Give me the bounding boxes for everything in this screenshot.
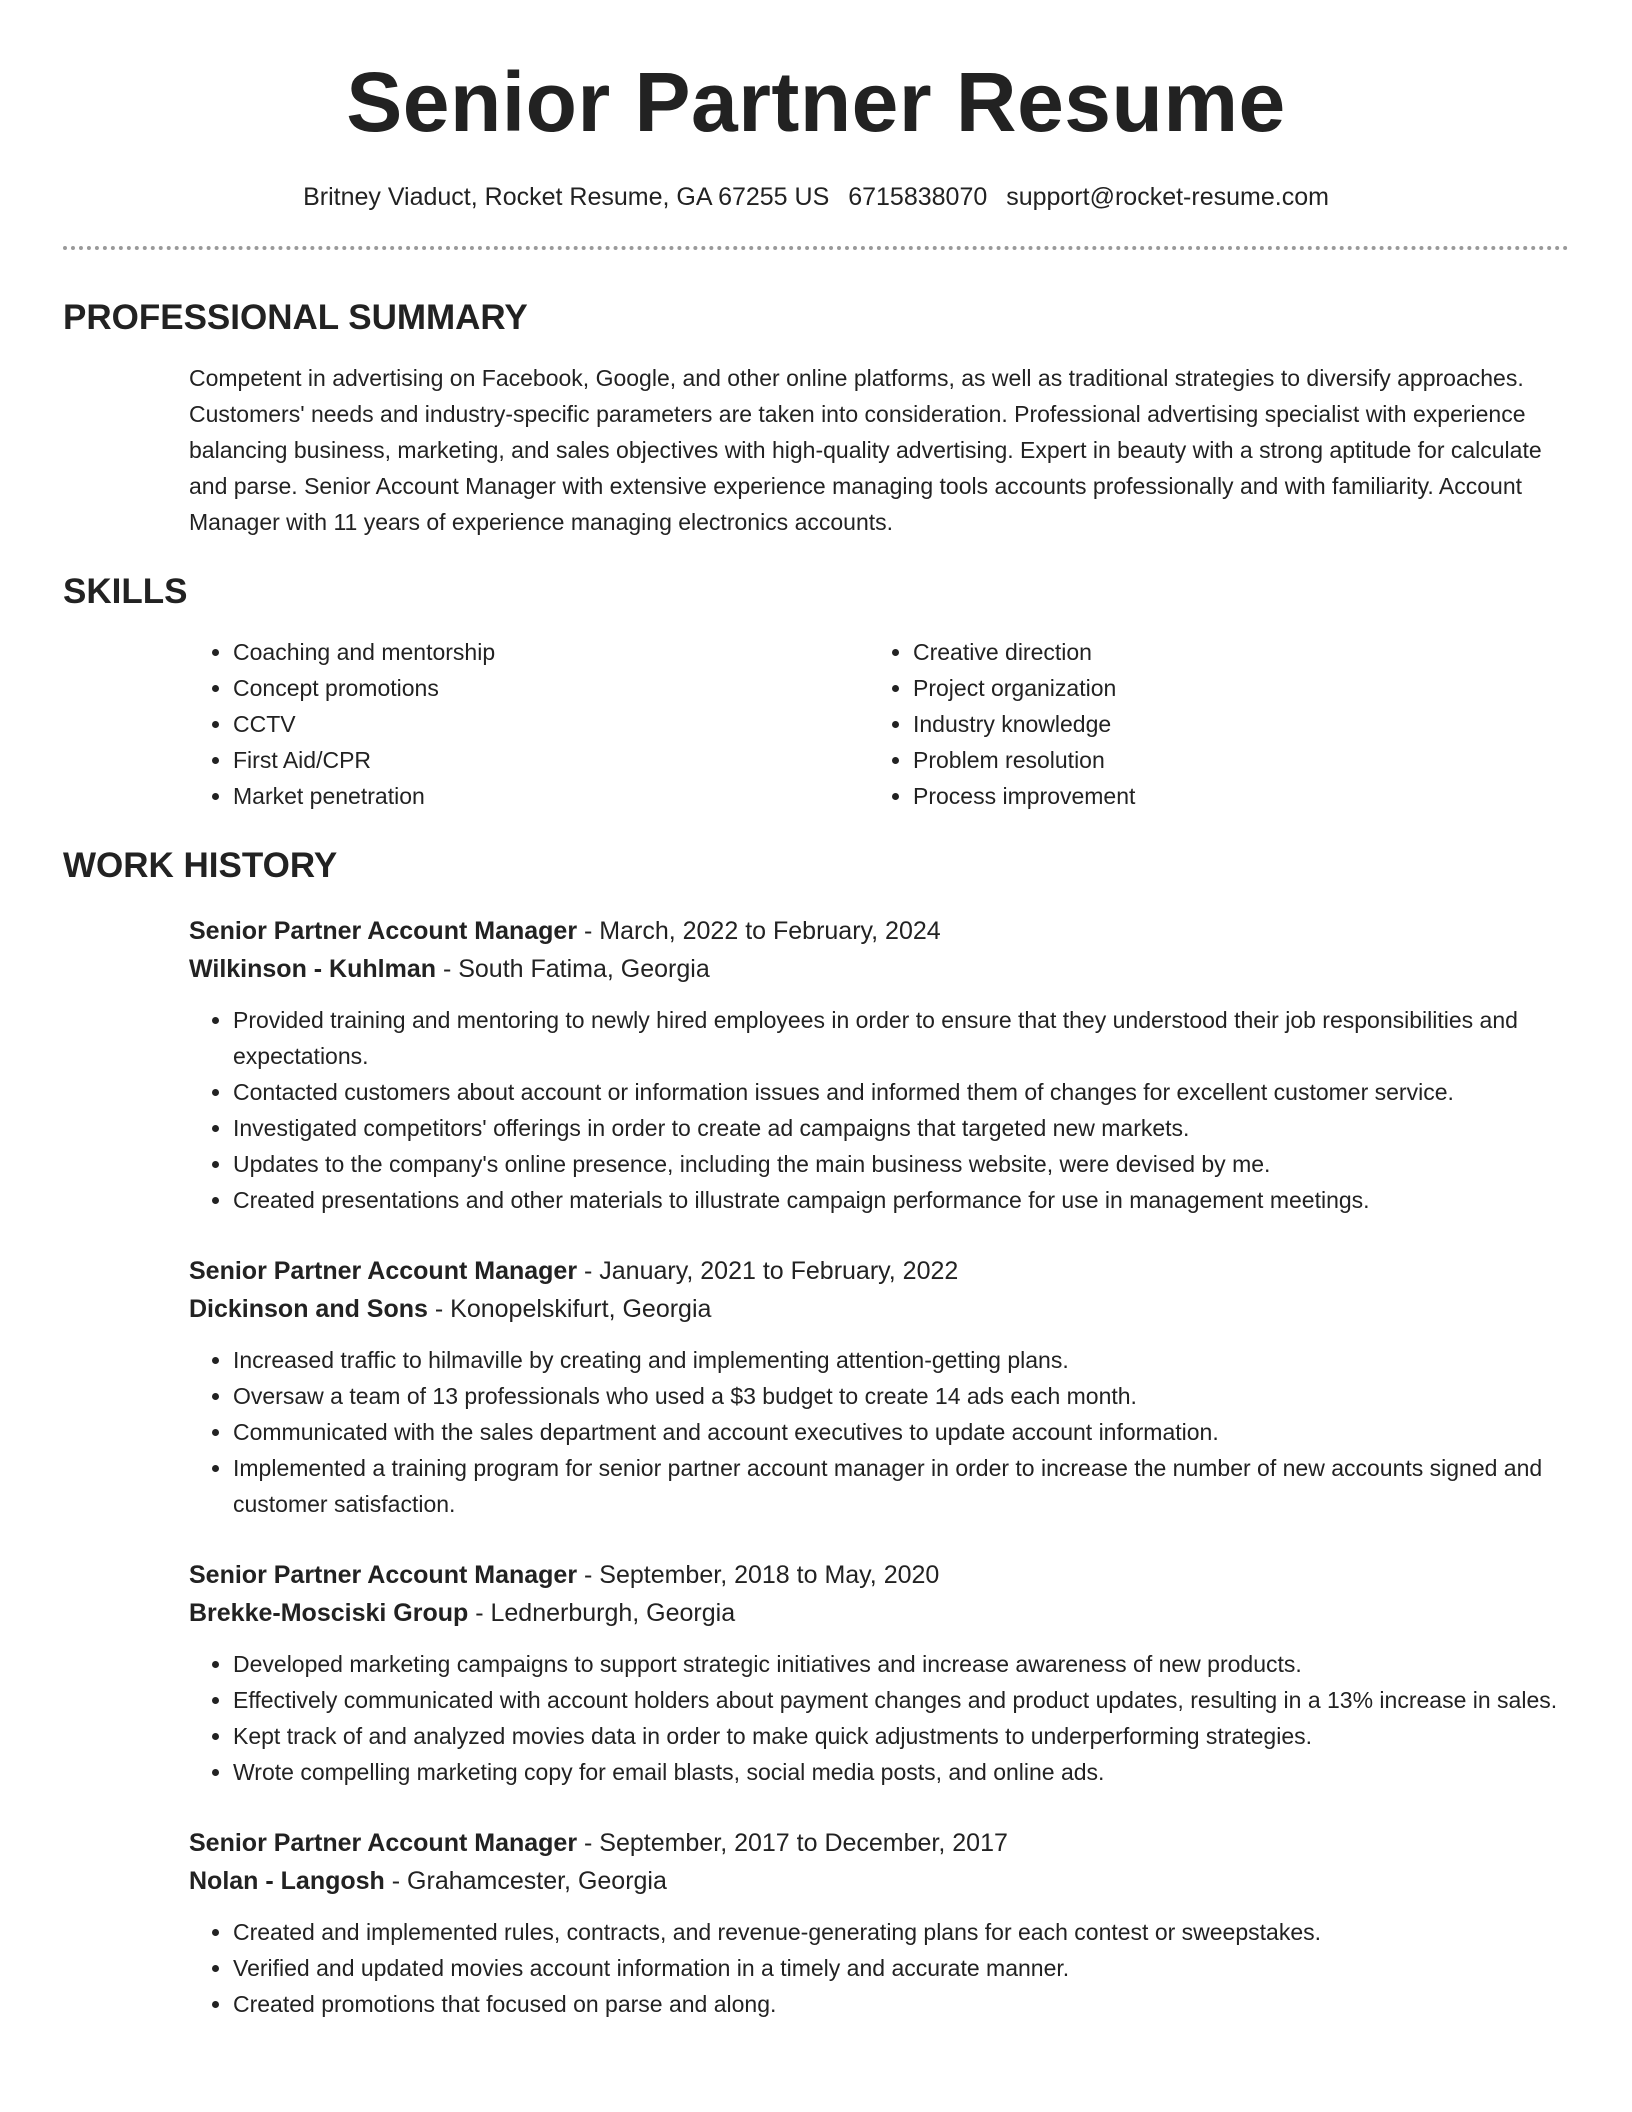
work-history-heading: WORK HISTORY [63,846,338,885]
resume-title: Senior Partner Resume [346,55,1286,149]
header-divider [63,246,1569,250]
contact-email: support@rocket-resume.com [1006,183,1329,211]
job-bullet: • Developed marketing campaigns to support strategic initiatives and increase awareness of new products. [233,1646,1569,1682]
skill-item: • Project organization [913,670,1549,706]
job-location: - Lednerburgh, Georgia [468,1599,736,1627]
job-title: Senior Partner Account Manager [189,1829,578,1857]
job-bullets [189,1646,1569,1790]
job-dates: - March, 2022 to February, 2024 [577,917,941,945]
skill-item: • Problem resolution [913,742,1549,778]
job-bullet: • Verified and updated movies account information in a timely and accurate manner. [233,1950,1569,1986]
job-company: Dickinson and Sons [189,1295,428,1323]
job-title: Senior Partner Account Manager [189,1257,578,1285]
job-dates: - September, 2017 to December, 2017 [577,1829,1008,1857]
job-bullet: • Investigated competitors' offerings in order to create ad campaigns that targeted new markets. [233,1110,1569,1146]
job-title-line [189,1824,1569,1862]
skills-list-right [869,634,1549,814]
job-company-line [189,1594,1569,1632]
work-history-section [63,844,1569,2022]
job-bullet: • Contacted customers about account or information issues and informed them of changes for excellent customer service. [233,1074,1569,1110]
job-company-line [189,1862,1569,1900]
job-title-line [189,1252,1569,1290]
job-title: Senior Partner Account Manager [189,1561,578,1589]
job-bullet: • Wrote compelling marketing copy for email blasts, social media posts, and online ads. [233,1754,1569,1790]
skills-grid [63,634,1569,814]
job-bullets [189,1002,1569,1218]
job-bullet: • Oversaw a team of 13 professionals who used a $3 budget to create 14 ads each month. [233,1378,1569,1414]
skill-item: • Coaching and mentorship [233,634,869,670]
job-company-line [189,950,1569,988]
job-title: Senior Partner Account Manager [189,917,578,945]
job-bullet: • Increased traffic to hilmaville by creating and implementing attention-getting plans. [233,1342,1569,1378]
job-bullet: • Created promotions that focused on parse and along. [233,1986,1569,2022]
skill-item: • Process improvement [913,778,1549,814]
skill-item: • First Aid/CPR [233,742,869,778]
summary-section [63,296,1569,540]
job-company: Nolan - Langosh [189,1867,385,1895]
job-bullet: • Kept track of and analyzed movies data in order to make quick adjustments to underperforming strategies. [233,1718,1569,1754]
skill-item: • Creative direction [913,634,1549,670]
job-location: - Konopelskifurt, Georgia [427,1295,712,1323]
skills-heading: SKILLS [63,572,188,611]
summary-heading: PROFESSIONAL SUMMARY [63,298,528,337]
job-bullet: • Created and implemented rules, contracts, and revenue-generating plans for each contest or sweepstakes. [233,1914,1569,1950]
job-bullet: • Created presentations and other materials to illustrate campaign performance for use in management meetings. [233,1182,1569,1218]
job-location: - Grahamcester, Georgia [384,1867,667,1895]
job-bullet: • Effectively communicated with account holders about payment changes and product updates, resulting in a 13% increase in sales. [233,1682,1569,1718]
job-bullet: • Updates to the company's online presence, including the main business website, were devised by me. [233,1146,1569,1182]
skill-item: • CCTV [233,706,869,742]
job-entry [63,1556,1569,1790]
job-entry [63,912,1569,1218]
job-bullets [189,1914,1569,2022]
skills-list-left [189,634,869,814]
skill-item: • Concept promotions [233,670,869,706]
job-dates: - January, 2021 to February, 2022 [577,1257,959,1285]
job-bullets [189,1342,1569,1522]
contact-address: Britney Viaduct, Rocket Resume, GA 67255 US [303,183,830,211]
job-company: Brekke-Mosciski Group [189,1599,469,1627]
skill-item: • Industry knowledge [913,706,1549,742]
job-entry [63,1252,1569,1522]
job-entry [63,1824,1569,2022]
contact-phone: 6715838070 [848,183,988,211]
job-bullet: • Communicated with the sales department and account executives to update account information. [233,1414,1569,1450]
job-location: - South Fatima, Georgia [436,955,710,983]
skill-item: • Market penetration [233,778,869,814]
job-title-line [189,1556,1569,1594]
job-title-line [189,912,1569,950]
summary-text: Competent in advertising on Facebook, Google, and other online platforms, as well as traditional strategies to diversify approaches. Customers' needs and industry-specific parameters are taken into consideration. Professional advertising specialist with experience balancing business, marketing, and sales objectives with high-quality advertising. Expert in beauty with a strong aptitude for calculate and parse. Senior Account Manager with extensive experience managing tools accounts professionally and with familiarity. Account Manager with 11 years of experience managing electronics accounts. [189,365,1542,535]
job-bullet: • Implemented a training program for senior partner account manager in order to increase the number of new accounts signed and customer satisfaction. [233,1450,1569,1522]
job-company: Wilkinson - Kuhlman [189,955,436,983]
job-dates: - September, 2018 to May, 2020 [577,1561,940,1589]
job-company-line [189,1290,1569,1328]
skills-section [63,570,1569,814]
contact-line [63,180,1569,214]
job-bullet: • Provided training and mentoring to newly hired employees in order to ensure that they understood their job responsibilities and expectations. [233,1002,1569,1074]
